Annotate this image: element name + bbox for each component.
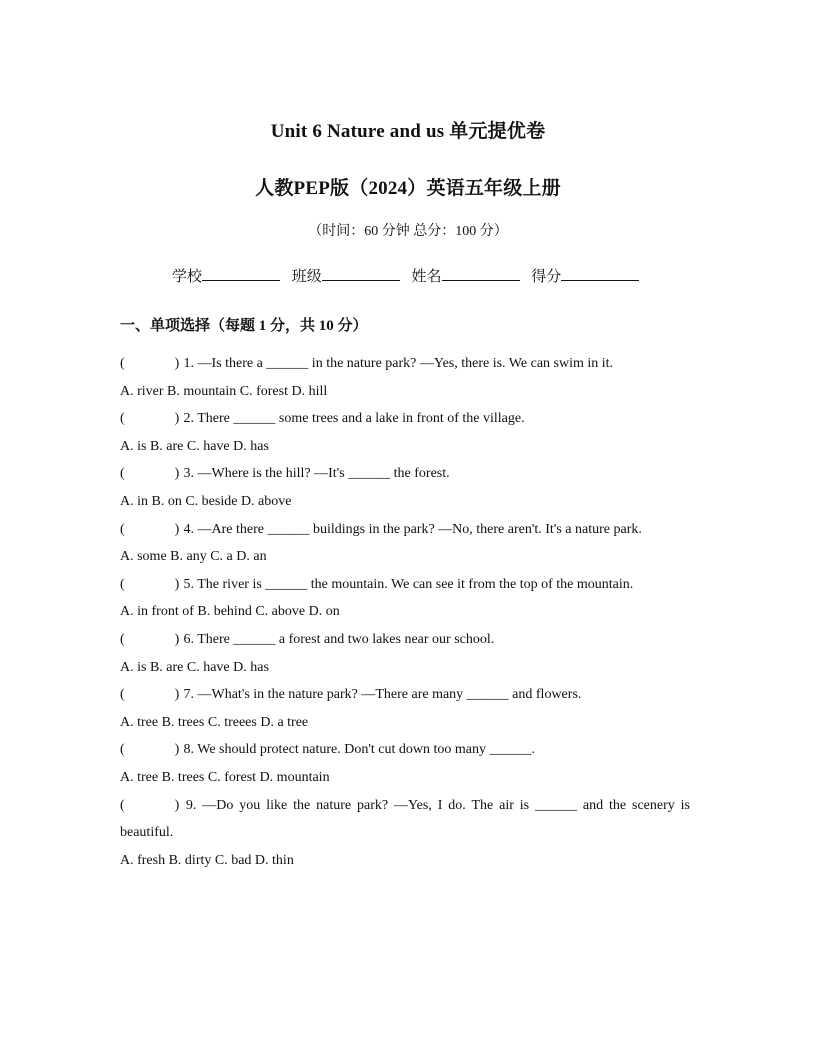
answer-paren[interactable]: ( ) [120, 466, 180, 482]
answer-paren[interactable]: ( ) [120, 687, 180, 703]
question-text: 8. We should protect nature. Don't cut down too many ______. [183, 742, 535, 758]
answer-paren[interactable]: ( ) [120, 576, 180, 592]
exam-meta: （时间：60 分钟 总分：100 分） [308, 224, 508, 239]
exam-title: Unit 6 Nature and us 单元提优卷 [270, 121, 546, 142]
section-heading: 一、单项选择（每题 1 分，共 10 分） [120, 318, 368, 334]
school-label: 学校 [172, 269, 203, 285]
name-blank[interactable] [442, 266, 520, 281]
question-options: A. is B. are C. have D. has [120, 659, 269, 675]
question-item [120, 350, 690, 378]
class-label: 班级 [291, 269, 322, 285]
score-field [531, 265, 639, 286]
class-field [292, 265, 400, 286]
name-label: 姓名 [411, 269, 442, 285]
answer-paren[interactable]: ( ) [120, 521, 180, 537]
question-options: A. tree B. trees C. treees D. a tree [120, 714, 309, 730]
school-field [172, 265, 280, 286]
question-item [120, 405, 690, 433]
question-options: A. in front of B. behind C. above D. on [120, 604, 340, 620]
score-blank[interactable] [561, 266, 639, 281]
answer-paren[interactable]: ( ) [120, 411, 180, 427]
question-options: A. in B. on C. beside D. above [120, 493, 292, 509]
student-info-line [172, 265, 692, 286]
question-options: A. is B. are C. have D. has [120, 438, 269, 454]
question-item [120, 571, 690, 599]
question-item [120, 460, 690, 488]
question-text: 6. There ______ a forest and two lakes near our school. [183, 631, 495, 647]
question-text: 9. —Do you like the nature park? —Yes, I do. The air is ______ and the scenery is beautiful. [120, 797, 690, 841]
question-item [120, 792, 690, 847]
exam-subtitle: 人教PEP版（2024）英语五年级上册 [255, 178, 561, 199]
answer-paren[interactable]: ( ) [120, 742, 180, 758]
question-text: 5. The river is ______ the mountain. We can see it from the top of the mountain. [183, 576, 634, 592]
question-text: 1. —Is there a ______ in the nature park? —Yes, there is. We can swim in it. [183, 356, 614, 371]
answer-paren[interactable]: ( ) [120, 797, 180, 813]
question-options: A. river B. mountain C. forest D. hill [120, 383, 328, 399]
question-list [120, 350, 690, 874]
question-item [120, 516, 690, 544]
answer-paren[interactable]: ( ) [120, 356, 180, 371]
question-item [120, 626, 690, 654]
question-text: 7. —What's in the nature park? —There are many ______ and flowers. [183, 687, 582, 703]
question-text: 3. —Where is the hill? —It's ______ the forest. [183, 466, 450, 482]
question-options: A. fresh B. dirty C. bad D. thin [120, 852, 294, 868]
question-options: A. some B. any C. a D. an [120, 549, 267, 565]
class-blank[interactable] [322, 266, 400, 281]
question-text: 4. —Are there ______ buildings in the park? —No, there aren't. It's a nature park. [183, 521, 642, 537]
question-item [120, 736, 690, 764]
answer-paren[interactable]: ( ) [120, 631, 180, 647]
score-label: 得分 [531, 269, 562, 285]
question-options: A. tree B. trees C. forest D. mountain [120, 769, 330, 785]
name-field [412, 265, 520, 286]
school-blank[interactable] [202, 266, 280, 281]
question-text: 2. There ______ some trees and a lake in front of the village. [183, 411, 525, 427]
question-item [120, 681, 690, 709]
